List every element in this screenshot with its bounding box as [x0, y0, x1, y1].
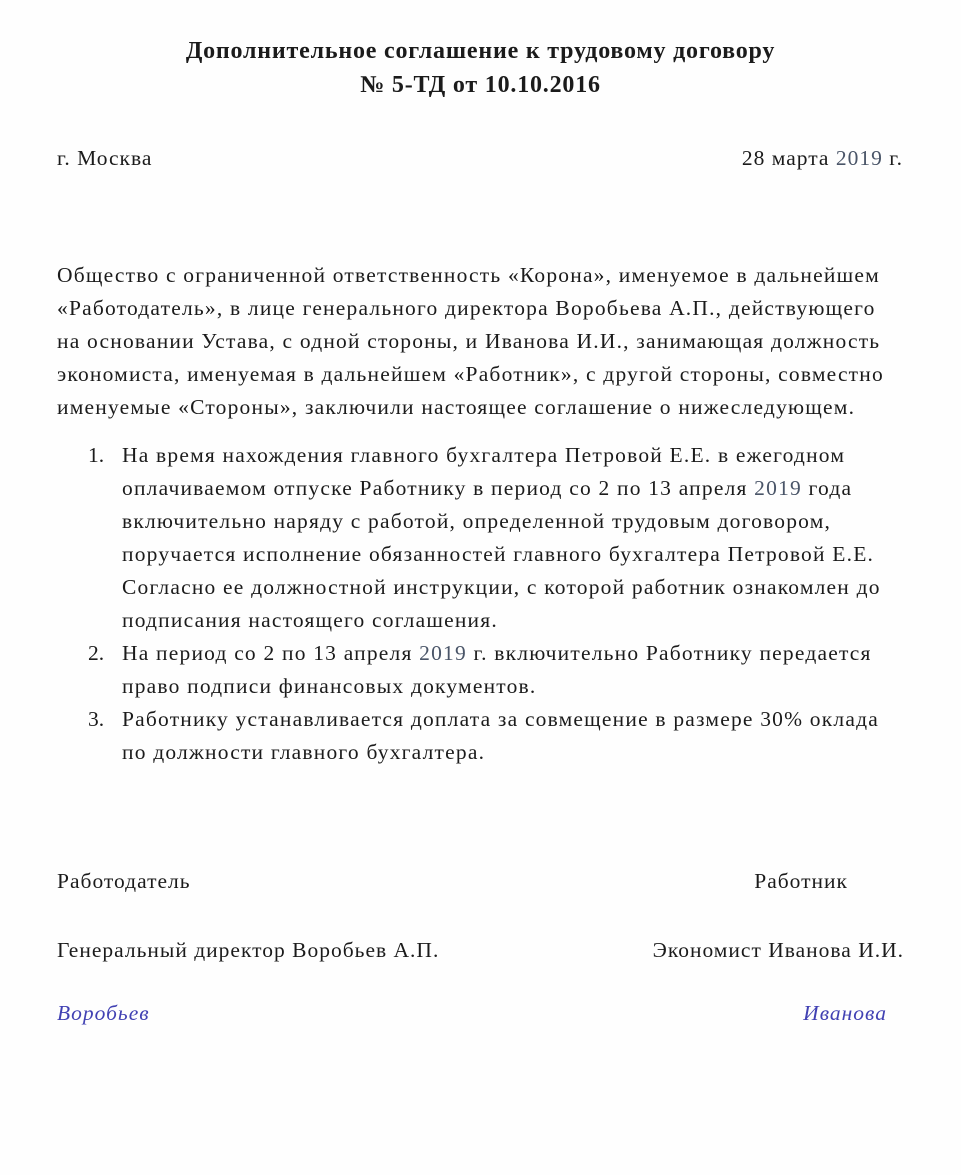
place-date-row	[57, 142, 903, 175]
worker-role-label: Работник	[754, 869, 848, 893]
title-line-2: № 5-ТД от 10.10.2016	[360, 72, 601, 98]
worker-name: Экономист Иванова И.И.	[652, 938, 904, 962]
item-number: 1.	[88, 443, 105, 467]
item-number: 3.	[88, 707, 105, 731]
signature-section	[57, 865, 904, 1030]
list-item	[88, 703, 905, 769]
date-label	[742, 142, 903, 175]
date-prefix: 28 марта	[741, 146, 836, 170]
signature-signs-row	[57, 997, 904, 1030]
item-year: 2019	[419, 641, 467, 665]
signature-roles-row	[57, 865, 904, 898]
title-line-1: Дополнительное соглашение к трудовому договору	[185, 38, 776, 64]
agreement-list	[88, 439, 905, 769]
employer-name: Генеральный директор Воробьев А.П.	[57, 938, 440, 962]
item-number: 2.	[88, 641, 105, 665]
item-text-post: года включительно наряду с работой, определенной трудовым договором, поручается исполнение обязанностей главного бухгалтера Петровой Е.Е. Согласно ее должностной инструкции, с которой работник ознакомлен до подписания настоящего соглашения.	[122, 476, 881, 632]
item-text	[122, 707, 879, 764]
worker-signature: Иванова	[803, 1001, 887, 1025]
item-year: 2019	[754, 476, 802, 500]
date-year: 2019	[835, 146, 883, 170]
item-text-pre: На время нахождения главного бухгалтера Петровой Е.Е. в ежегодном оплачиваемом отпуске Работнику в период со 2 по 13 апреля	[122, 443, 846, 500]
item-text-pre: На период со 2 по 13 апреля	[122, 641, 420, 665]
item-text	[122, 443, 881, 632]
item-text	[122, 641, 872, 698]
intro-paragraph: Общество с ограниченной ответственность «Корона», именуемое в дальнейшем «Работодатель», в лице генерального директора Воробьева А.П., действующего на основании Устава, с одной стороны, и Иванова И.И., занимающая должность экономиста, именуемая в дальнейшем «Работник», с другой стороны, совместно именуемые «Стороны», заключили настоящее соглашение о нижеследующем.	[57, 263, 884, 419]
date-suffix: г.	[882, 146, 903, 170]
list-item	[88, 637, 905, 703]
employer-role-label: Работодатель	[57, 869, 191, 893]
item-text-pre: Работнику устанавливается доплата за совмещение в размере 30% оклада по должности главного бухгалтера.	[122, 707, 879, 764]
list-item	[88, 439, 905, 637]
document-title	[0, 0, 961, 102]
employer-signature: Воробьев	[57, 1001, 150, 1025]
signature-names-row	[57, 934, 904, 967]
place-label: г. Москва	[57, 146, 153, 170]
item-text-post: г. включительно Работнику передается право подписи финансовых документов.	[122, 641, 872, 698]
